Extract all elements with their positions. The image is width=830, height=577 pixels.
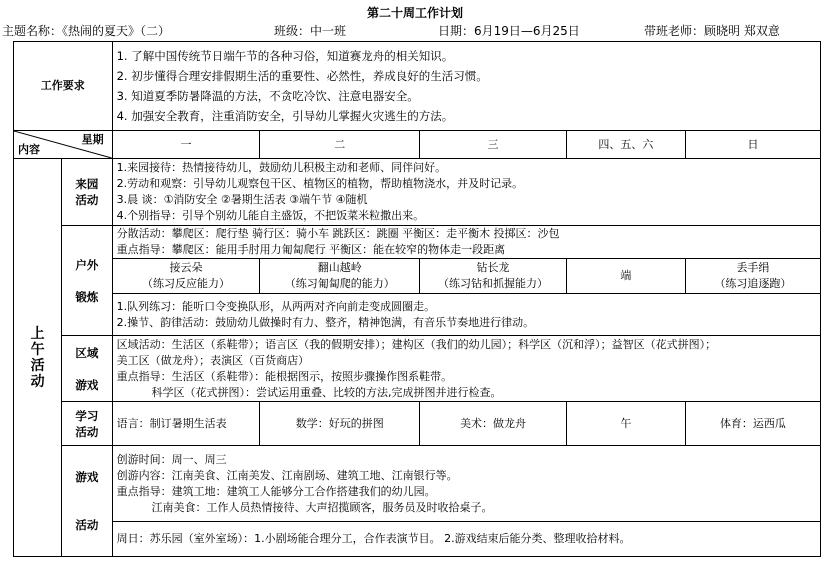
study-cell: 美术：做龙舟 <box>420 402 567 446</box>
requirements-label: 工作要求 <box>14 42 113 131</box>
outdoor-game: 钻长龙 （练习钻和抓握能力） <box>420 259 567 294</box>
arrival-label: 来园 活动 <box>62 159 112 226</box>
day-header: 一 <box>112 131 260 159</box>
outdoor-game: 端 <box>566 259 685 294</box>
study-cell: 数学：好玩的拼图 <box>260 402 420 446</box>
game-label: 游戏 活动 <box>62 446 112 557</box>
arrival-line: 2.劳动和观察：引导幼儿观察包干区、植物区的植物，帮助植物浇水，并及时记录。 <box>116 177 524 190</box>
outdoor-game: 丢手绢 （练习追逐跑） <box>685 259 820 294</box>
day-header: 三 <box>420 131 567 159</box>
drill-line: 2.操节、韵律活动：鼓励幼儿做操时有力、整齐，精神饱满，有音乐节奏地进行律动。 <box>116 315 535 329</box>
game-line: 创游时间：周一、周三 <box>116 452 227 466</box>
game-line: 重点指导：建筑工地：建筑工人能够分工合作搭建我们的幼儿园。 <box>116 484 436 498</box>
class-name: 班级：中一班 <box>274 24 347 38</box>
arrival-line: 4.个别指导：引导个别幼儿能自主盛饭，不把饭菜米粒撒出来。 <box>116 209 425 222</box>
date-range: 日期：6月19日—6月25日 <box>438 24 580 38</box>
corner-content: 内容 <box>18 143 40 156</box>
theme-name: 主题名称：《热闹的夏天》（二） <box>2 24 171 38</box>
day-header: 四、五、六 <box>566 131 685 159</box>
teacher-names: 带班老师：顾晓明 郑双意 <box>644 24 780 38</box>
game-line: 江南美食：工作人员热情接待、大声招揽顾客，服务员及时收拾桌子。 <box>116 500 493 514</box>
outdoor-game: 接云朵 （练习反应能力） <box>112 259 260 294</box>
arrival-line: 1.来园接待：热情接待幼儿，鼓励幼儿积极主动和老师、同伴问好。 <box>116 161 447 174</box>
area-content <box>112 336 820 402</box>
area-line: 美工区（做龙舟）；表演区（百货商店） <box>116 353 310 367</box>
requirement-item: 1. 了解中国传统节日端午节的各种习俗，知道赛龙舟的相关知识。 <box>116 49 454 63</box>
requirement-item: 3. 知道夏季防暑降温的方法，不贪吃冷饮、注意电器安全。 <box>116 89 419 103</box>
requirement-item: 4. 加强安全教育，注重消防安全，引导幼儿掌握火灾逃生的方法。 <box>116 109 454 123</box>
plan-table <box>13 41 821 557</box>
arrival-line: 3.晨 谈：①消防安全 ②暑期生活表 ③端午节 ④随机 <box>116 193 368 206</box>
day-header: 日 <box>685 131 820 159</box>
area-line: 区域活动：生活区（系鞋带）；语言区（我的假期安排）；建构区（我们的幼儿园）；科学区（沉和浮）；益智区（花式拼图）； <box>116 337 717 351</box>
sunday-content: 周日：苏乐园（室外室场）：1.小剧场能合理分工，合作表演节目。 2.游戏结束后能分类、整理收拾材料。 <box>112 522 820 557</box>
outdoor-game: 翻山越岭 （练习匍匐爬的能力） <box>260 259 420 294</box>
area-label: 区域 游戏 <box>62 336 112 402</box>
outdoor-line: 分散活动：攀爬区：爬行垫 骑行区：骑小车 跳跃区：跳圈 平衡区：走平衡木 投掷区：沙包 <box>116 227 560 240</box>
study-cell: 语言：制订暑期生活表 <box>112 402 260 446</box>
outdoor-line: 重点指导：攀爬区：能用手肘用力匍匐爬行 平衡区：能在较窄的物体走一段距离 <box>116 243 506 256</box>
meta-row <box>0 22 830 38</box>
outdoor-label: 户外 锻炼 <box>62 226 112 336</box>
day-header: 二 <box>260 131 420 159</box>
study-cell: 午 <box>566 402 685 446</box>
study-cell: 体育：运西瓜 <box>685 402 820 446</box>
morning-section-label: 上 午 活 动 <box>14 159 62 557</box>
study-label: 学习 活动 <box>62 402 112 446</box>
game-content <box>112 446 820 522</box>
drill-line: 1.队列练习：能听口令变换队形，从两两对齐向前走变成圆圈走。 <box>116 299 436 313</box>
drill-content <box>112 294 820 336</box>
outdoor-content <box>112 226 820 259</box>
corner-weekday: 星期 <box>81 133 104 146</box>
weekday-corner-cell <box>14 131 113 159</box>
requirement-item: 2. 初步懂得合理安排假期生活的重要性、必然性，养成良好的生活习惯。 <box>116 69 488 83</box>
area-line: 重点指导：生活区（系鞋带）：能根据图示，按照步骤操作图系鞋带。 <box>116 369 453 383</box>
requirements-list <box>112 42 820 131</box>
arrival-content <box>112 159 820 226</box>
area-line: 科学区（花式拼图）：尝试运用重叠、比较的方法,完成拼图并进行检查。 <box>116 385 502 399</box>
game-line: 创游内容：江南美食、江南美发、江南剧场、建筑工地、江南银行等。 <box>116 468 458 482</box>
page-title: 第二十周工作计划 <box>366 6 463 20</box>
